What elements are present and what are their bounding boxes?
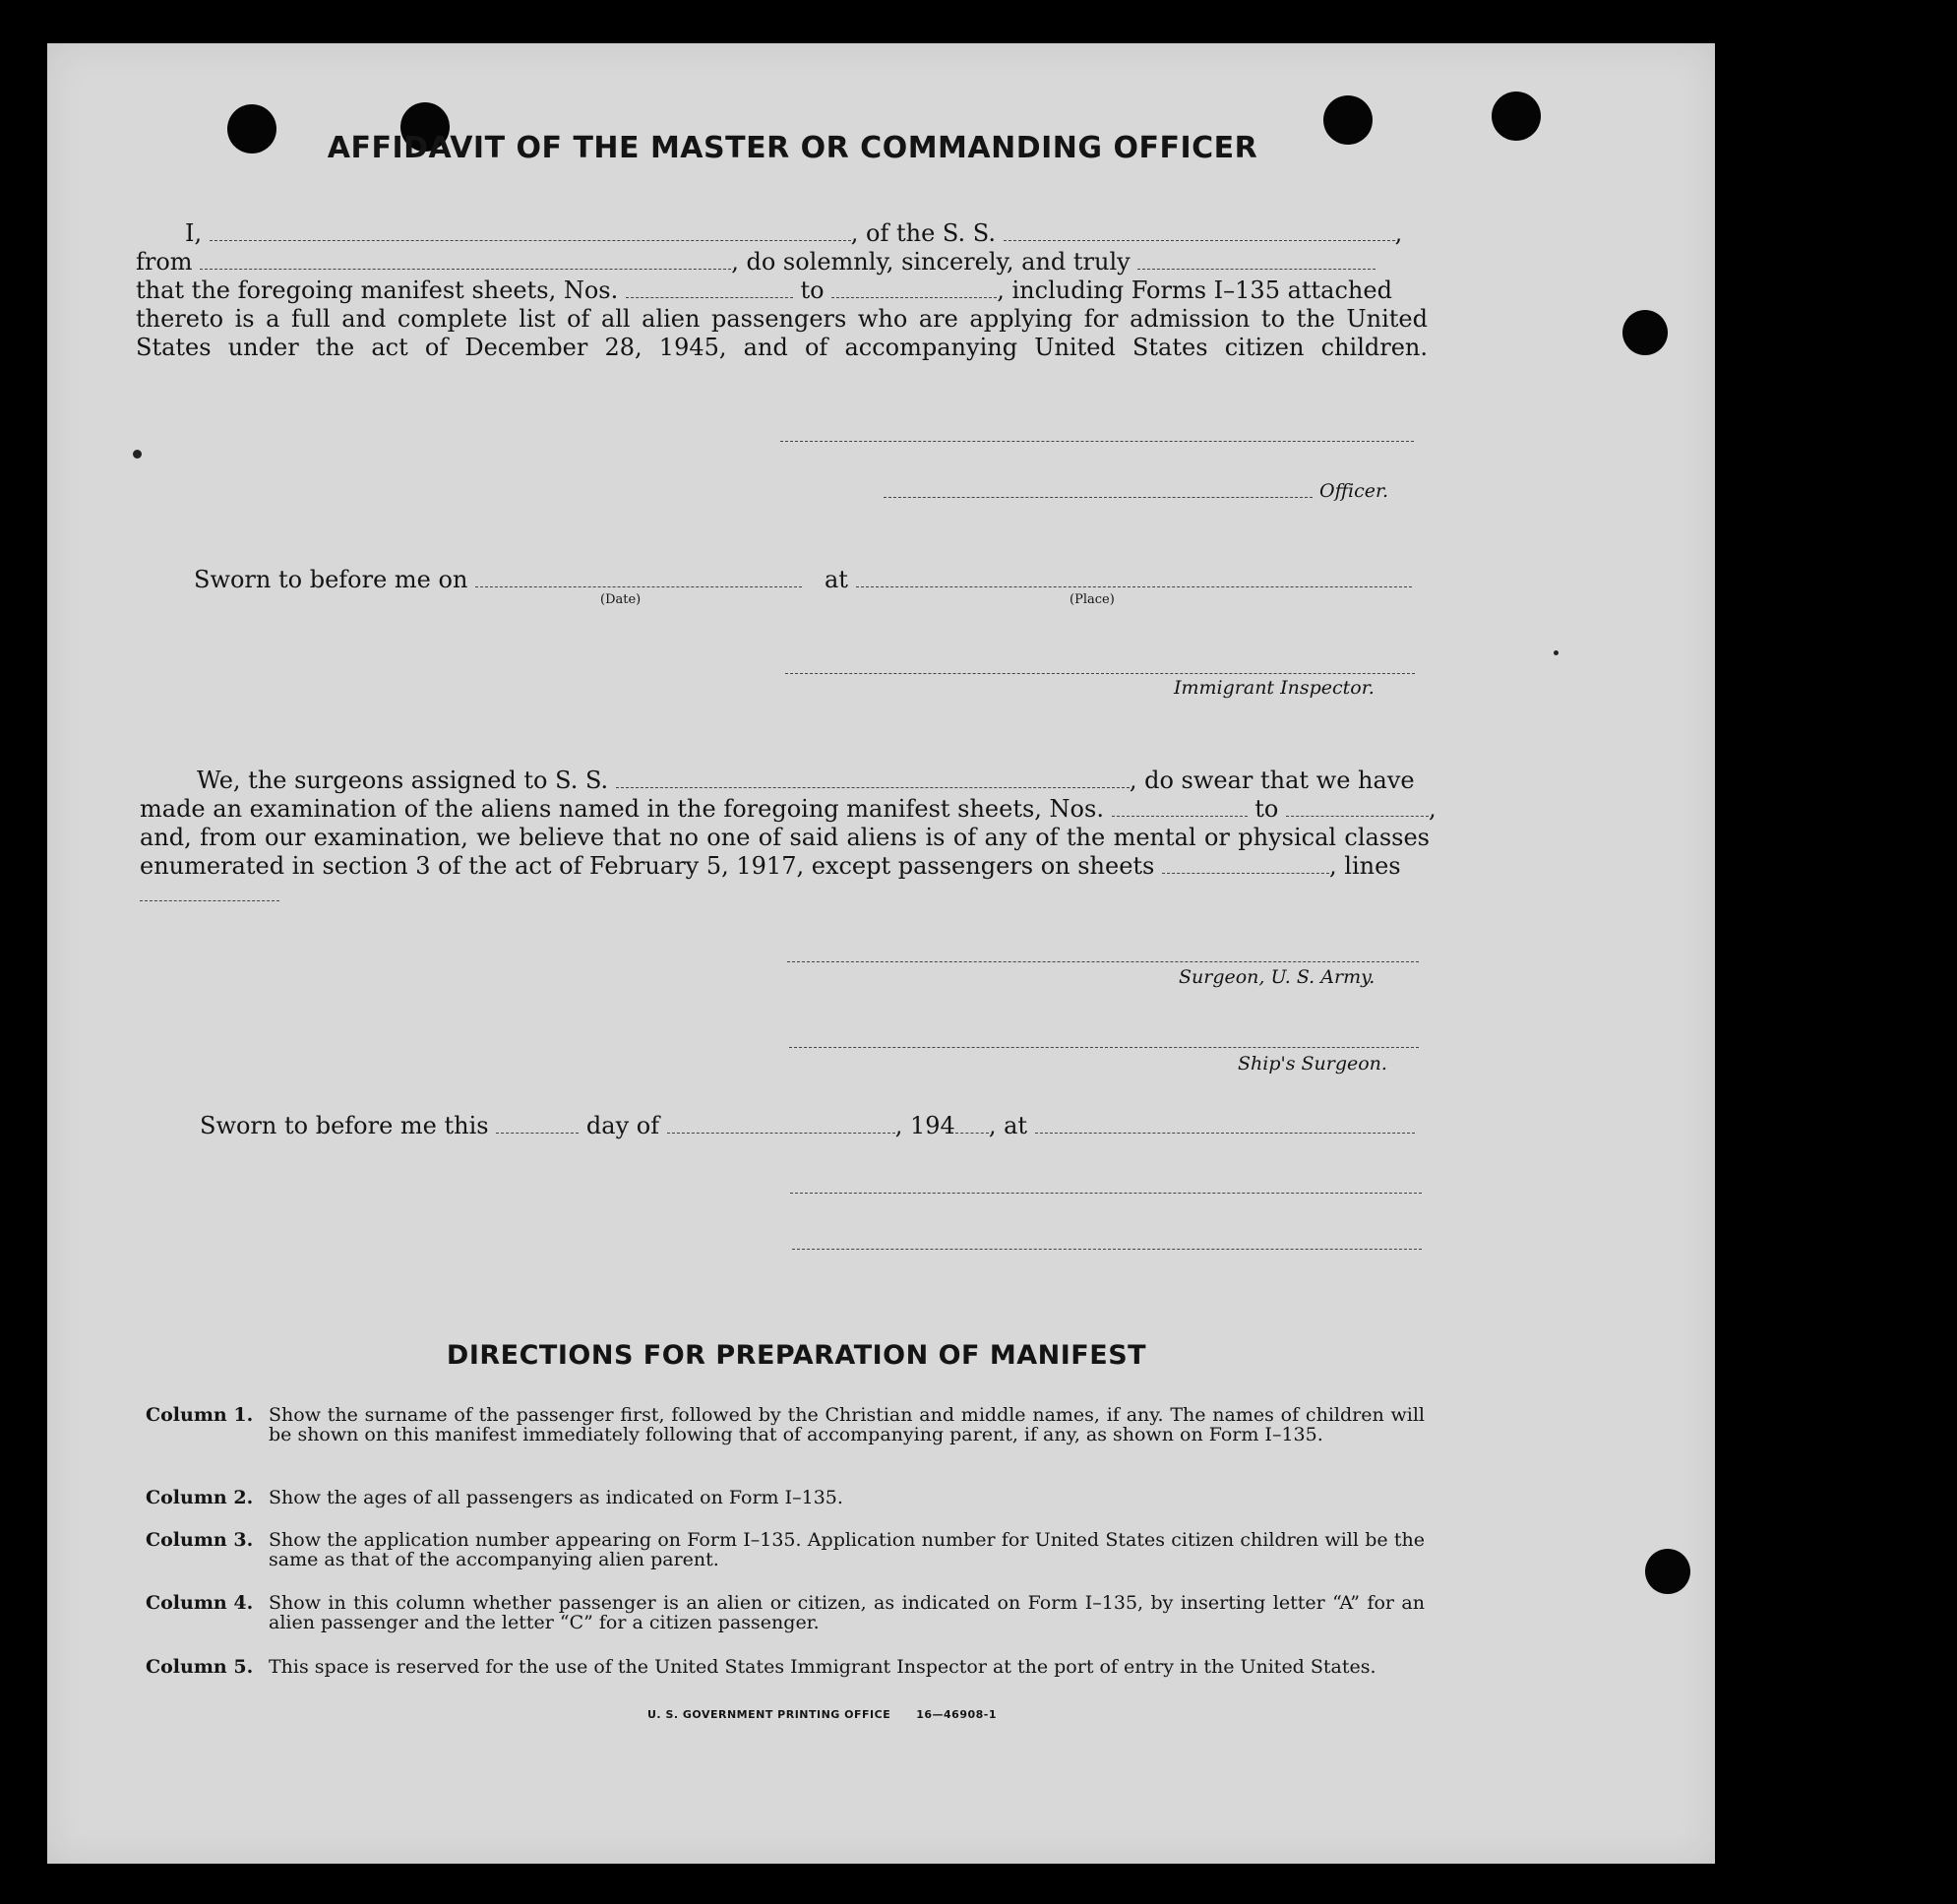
form-page	[47, 43, 1715, 1864]
sworn-line-2: Sworn to before me this day of , 194 , at	[200, 1111, 1415, 1140]
inspector-caption: Immigrant Inspector.	[1174, 677, 1375, 699]
directions-title: DIRECTIONS FOR PREPARATION OF MANIFEST	[446, 1340, 1147, 1371]
oath-blank[interactable]	[1137, 249, 1376, 270]
affidavit-line-3: that the foregoing manifest sheets, Nos. to , including Forms I–135 attached	[136, 276, 1392, 304]
surgeons-line-3: and, from our examination, we believe that no one of said aliens is of any of the mental or physical classes	[140, 824, 1430, 851]
affidavit-line-2: from , do solemnly, sincerely, and truly	[136, 247, 1376, 276]
master-name-blank[interactable]	[210, 220, 851, 241]
inspector-signature-line-2a[interactable]	[790, 1193, 1422, 1194]
direction-text: Show the surname of the passenger first, followed by the Christian and middle names, if any. The names of children will be shown on this manifest immediately following that of accompanying parent, if any, as shown on Form I–135.	[269, 1404, 1425, 1445]
sworn-year-blank[interactable]	[955, 1113, 989, 1134]
affidavit-title: AFFIDAVIT OF THE MASTER OR COMMANDING OFFICER	[327, 131, 1258, 165]
speck	[133, 450, 142, 459]
speck	[1554, 650, 1559, 655]
direction-label: Column 1.	[146, 1404, 254, 1426]
direction-label: Column 3.	[146, 1529, 254, 1551]
officer-signature-line-1[interactable]	[780, 441, 1414, 442]
direction-text: Show the ages of all passengers as indicated on Form I–135.	[269, 1487, 843, 1508]
direction-text: Show the application number appearing on Form I–135. Application number for United States citizen children will be the same as that of the accompanying alien parent.	[269, 1529, 1425, 1570]
place-caption: (Place)	[1070, 592, 1115, 607]
form-code: 16—46908-1	[916, 1708, 997, 1721]
surgeons-sheets-from-blank[interactable]	[1112, 796, 1248, 817]
port-from-blank[interactable]	[200, 249, 731, 270]
ship-surgeon-caption: Ship's Surgeon.	[1238, 1053, 1387, 1075]
surgeons-ship-blank[interactable]	[616, 768, 1130, 788]
sheets-from-blank[interactable]	[626, 277, 793, 298]
sworn-line-1: Sworn to before me on at	[194, 565, 1412, 594]
army-surgeon-caption: Surgeon, U. S. Army.	[1179, 966, 1376, 988]
sworn-date-blank[interactable]	[475, 567, 802, 587]
direction-text: This space is reserved for the use of the United States Immigrant Inspector at the port of entry in the United States.	[269, 1656, 1376, 1678]
direction-label: Column 5.	[146, 1656, 254, 1678]
sworn-place-2-blank[interactable]	[1035, 1113, 1415, 1134]
ship-surgeon-signature-line[interactable]	[789, 1047, 1419, 1048]
surgeons-sheets-to-blank[interactable]	[1286, 796, 1429, 817]
officer-caption: Officer.	[1319, 480, 1389, 502]
direction-label: Column 2.	[146, 1487, 254, 1508]
affidavit-line-1: I, , of the S. S. ,	[185, 219, 1403, 247]
printer-footer	[0, 1708, 1656, 1721]
surgeons-line-1: We, the surgeons assigned to S. S. , do swear that we have	[197, 767, 1415, 794]
sheets-to-blank[interactable]	[831, 277, 997, 298]
sworn-place-blank[interactable]	[856, 567, 1412, 587]
inspector-signature-line-2b[interactable]	[792, 1249, 1422, 1250]
printer-name: U. S. GOVERNMENT PRINTING OFFICE	[647, 1708, 891, 1721]
punch-hole	[1645, 1549, 1690, 1594]
surgeons-line-2: made an examination of the aliens named in the foregoing manifest sheets, Nos. to ,	[140, 795, 1437, 823]
army-surgeon-signature-line[interactable]	[787, 961, 1419, 962]
affidavit-line-4: thereto is a full and complete list of all alien passengers who are applying for admission to the United	[136, 305, 1428, 333]
officer-signature-line-2[interactable]	[884, 497, 1313, 498]
affidavit-line-5: States under the act of December 28, 1945, and of accompanying United States citizen children.	[136, 334, 1428, 361]
sworn-month-blank[interactable]	[667, 1113, 895, 1134]
inspector-signature-line[interactable]	[785, 673, 1415, 674]
exception-lines-blank[interactable]	[140, 900, 279, 901]
direction-label: Column 4.	[146, 1592, 254, 1614]
direction-text: Show in this column whether passenger is an alien or citizen, as indicated on Form I–135, by inserting letter “A” for an alien passenger and the letter “C” for a citizen passenger.	[269, 1592, 1425, 1633]
punch-hole	[1622, 310, 1668, 355]
sworn-day-blank[interactable]	[496, 1113, 579, 1134]
exception-sheets-blank[interactable]	[1162, 853, 1329, 874]
surgeons-line-4: enumerated in section 3 of the act of February 5, 1917, except passengers on sheets , lines	[140, 852, 1401, 880]
date-caption: (Date)	[600, 592, 642, 607]
ship-name-blank[interactable]	[1004, 220, 1395, 241]
